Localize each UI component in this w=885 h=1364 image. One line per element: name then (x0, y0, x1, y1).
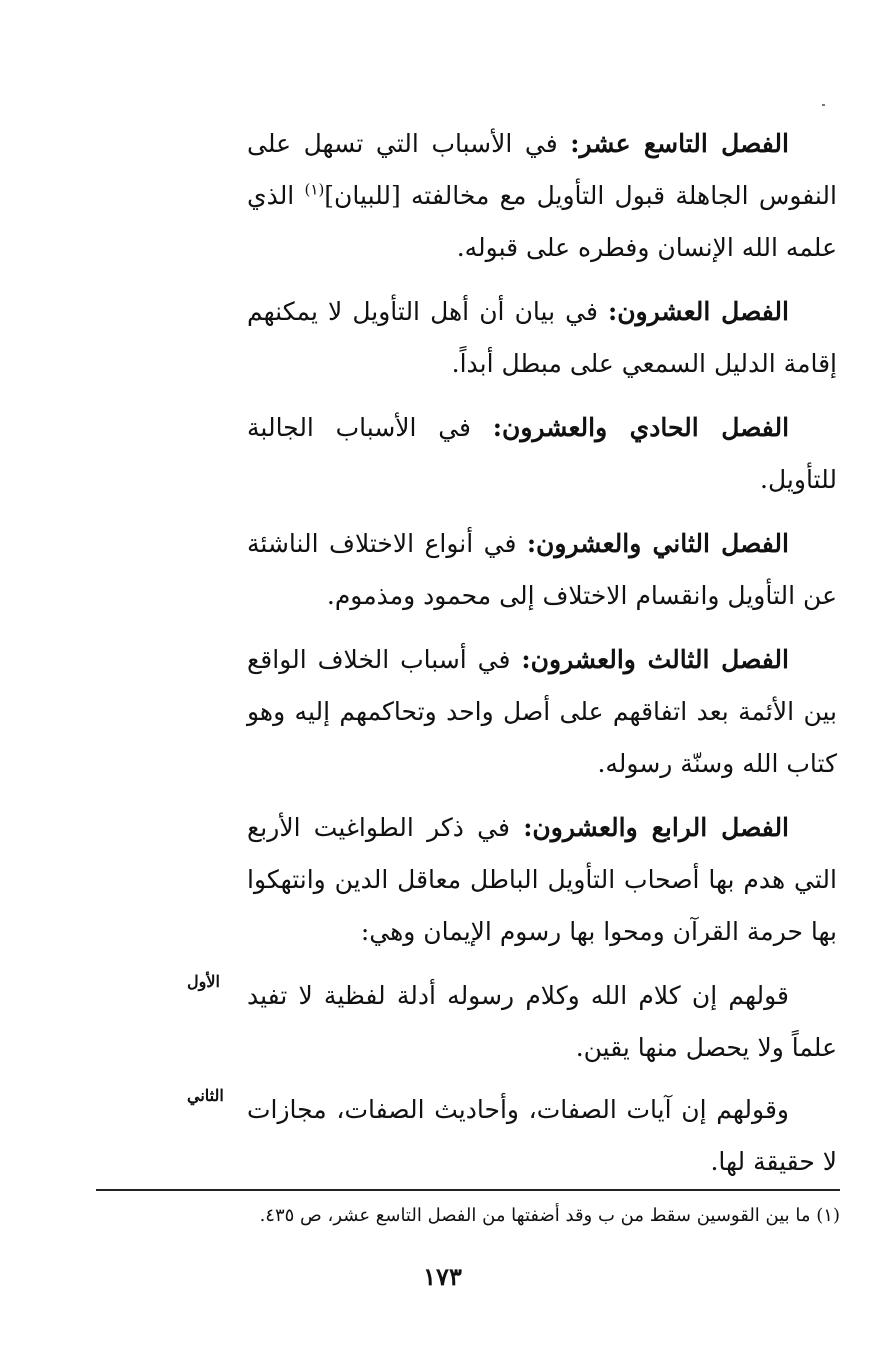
item-margin-label: الأول (187, 972, 220, 991)
chapter-body: في بيان أن أهل التأويل لا يمكنهم إقامة الدليل السمعي على مبطل أبداً. (247, 297, 837, 378)
chapter-body: في أنواع الاختلاف الناشئة عن التأويل وانقسام الاختلاف إلى محمود ومذموم. (247, 529, 837, 610)
chapter-body: في الأسباب التي تسهل على النفوس الجاهلة قبول التأويل مع مخالفته [للبيان] (247, 129, 837, 210)
page-number: ١٧٣ (423, 1262, 462, 1291)
chapter-body: في ذكر الطواغيت الأربع التي هدم بها أصحاب التأويل الباطل معاقل الدين وانتهكوا بها حرمة القرآن ومحوا بها رسوم الإيمان وهي: (247, 813, 837, 946)
footnote-divider (96, 1189, 840, 1191)
chapter-title: الفصل الحادي والعشرون: (492, 413, 790, 442)
footnote-text: ما بين القوسين سقط من ب وقد أضفتها من الفصل التاسع عشر، ص ٤٣٥. (259, 1205, 811, 1226)
footnote (96, 1200, 840, 1232)
main-text-column (187, 118, 837, 1198)
footnote-reference[interactable]: (١) (304, 180, 325, 199)
item-text: قولهم إن كلام الله وكلام رسوله أدلة لفظية لا تفيد علماً ولا يحصل منها يقين. (247, 981, 837, 1062)
list-item (187, 970, 837, 1074)
footnote-marker: (١) (816, 1205, 840, 1226)
speck-mark (822, 104, 825, 106)
chapter-19-paragraph (247, 118, 837, 274)
chapter-body: في الأسباب الجالبة للتأويل. (247, 413, 837, 494)
chapter-title: الفصل التاسع عشر: (570, 129, 789, 158)
chapter-body: في أسباب الخلاف الواقع بين الأئمة بعد اتفاقهم على أصل واحد وتحاكمهم إليه وهو كتاب الله وسنّة رسوله. (247, 645, 837, 778)
item-margin-label: الثاني (187, 1086, 224, 1105)
chapter-22-paragraph (247, 518, 837, 622)
item-text: وقولهم إن آيات الصفات، وأحاديث الصفات، مجازات لا حقيقة لها. (247, 1095, 837, 1176)
chapter-21-paragraph (247, 402, 837, 506)
chapter-title: الفصل العشرون: (607, 297, 789, 326)
chapter-body-continued: الذي علمه الله الإنسان وفطره على قبوله. (247, 181, 837, 262)
chapter-title: الفصل الثاني والعشرون: (526, 529, 789, 558)
chapter-23-paragraph (247, 634, 837, 790)
chapter-24-paragraph (247, 802, 837, 958)
chapter-title: الفصل الثالث والعشرون: (521, 645, 789, 674)
chapter-title: الفصل الرابع والعشرون: (523, 813, 790, 842)
list-item (187, 1084, 837, 1188)
chapter-20-paragraph (247, 286, 837, 390)
